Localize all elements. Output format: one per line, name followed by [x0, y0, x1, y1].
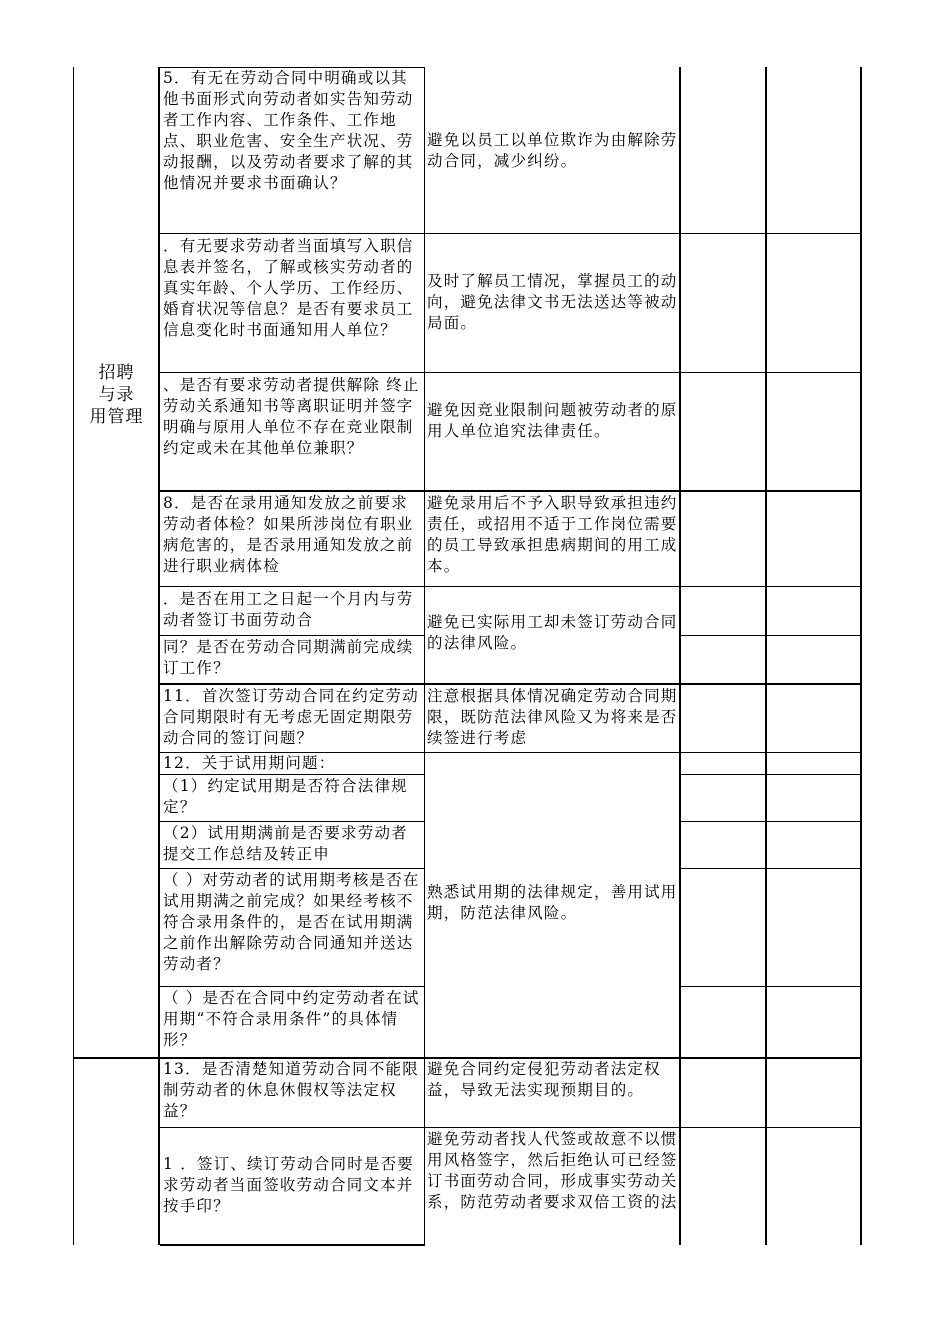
grid-hline: [160, 372, 862, 373]
grid-hline: [160, 233, 862, 234]
item-cell: （1）约定试用期是否符合法律规定？: [163, 777, 408, 816]
item-cell: ．有无要求劳动者当面填写入职信息表并签名，了解或核实劳动者的真实年龄、个人学历、工作经历、婚育状况等信息？是否有要求员工信息变化时书面通知用人单位？: [163, 237, 414, 339]
purpose-cell: 避免录用后不予入职导致承担违约责任，或招用不适于工作岗位需要的员工导致承担患病期间的用工成本。: [427, 494, 678, 575]
grid-hline: [160, 1244, 425, 1246]
grid-hline: [680, 986, 862, 987]
grid-hline: [680, 868, 862, 869]
grid-vline-category: [158, 67, 160, 1245]
grid-hline: [160, 986, 425, 987]
grid-hline: [160, 635, 425, 636]
grid-hline: [160, 821, 425, 822]
item-cell: 12．关于试用期问题：: [163, 754, 336, 772]
item-cell: 5．有无在劳动合同中明确或以其他书面形式向劳动者如实告知劳动者工作内容、工作条件、工作地点、职业危害、安全生产状况、劳动报酬，以及劳动者要求了解的其他情况并要求书面确认？: [163, 69, 414, 192]
grid-hline: [160, 868, 425, 869]
purpose-cell: 熟悉试用期的法律规定，善用试用期，防范法律风险。: [427, 883, 678, 922]
purpose-cell: 避免以员工以单位欺诈为由解除劳动合同，减少纠纷。: [427, 131, 678, 170]
category-label: 招聘 与录 用管理: [89, 363, 144, 427]
purpose-cell: 避免合同约定侵犯劳动者法定权益，导致无法实现预期目的。: [427, 1060, 661, 1099]
grid-vline-left: [73, 67, 74, 1245]
purpose-cell: 避免因竞业限制问题被劳动者的原用人单位追究法律责任。: [427, 401, 678, 440]
item-cell: 、是否有要求劳动者提供解除 终止劳动关系通知书等离职证明并签字明确与原用人单位不存在竞业限制约定或未在其他单位兼职？: [163, 376, 420, 457]
item-cell: 11．首次签订劳动合同在约定劳动合同期限时有无考虑无固定期限劳动合同的签订问题？: [163, 687, 419, 747]
item-cell: （ ）是否在合同中约定劳动者在试用期“不符合录用条件”的具体情形？: [163, 989, 420, 1049]
grid-vline-item: [424, 67, 425, 1245]
purpose-cell: 及时了解员工情况，掌握员工的动向，避免法律文书无法送达等被动局面。: [427, 272, 678, 332]
grid-hline: [160, 586, 862, 587]
item-cell: 8．是否在录用通知发放之前要求劳动者体检？如果所涉岗位有职业病危害的，是否录用通知发放之前进行职业病体检: [163, 494, 414, 575]
grid-hline: [680, 635, 862, 636]
item-cell: 同？是否在劳动合同期满前完成续订工作？: [163, 638, 414, 677]
item-cell: ．是否在用工之日起一个月内与劳动者签订书面劳动合: [163, 590, 414, 629]
grid-hline: [680, 821, 862, 822]
grid-vline-col4: [765, 67, 767, 1245]
item-cell: （2）试用期满前是否要求劳动者提交工作总结及转正申: [163, 824, 408, 863]
item-cell: 13．是否清楚知道劳动合同不能限制劳动者的休息休假权等法定权益？: [163, 1060, 419, 1120]
item-cell: 1 ．签订、续订劳动合同时是否要求劳动者当面签收劳动合同文本并按手印？: [163, 1155, 414, 1215]
grid-vline-right: [860, 67, 862, 1245]
item-cell: （ ）对劳动者的试用期考核是否在试用期满之前完成？如果经考核不符合录用条件的，是否在试用期满之前作出解除劳动合同通知并送达劳动者？: [163, 871, 420, 973]
grid-hline: [160, 683, 862, 685]
grid-hline: [160, 774, 425, 775]
purpose-cell: 避免劳动者找人代签或故意不以惯用风格签字，然后拒绝认可已经签订书面劳动合同，形成事实劳动关系，防范劳动者要求双倍工资的法: [427, 1130, 678, 1211]
grid-hline: [160, 1127, 862, 1128]
purpose-cell: 避免已实际用工却未签订劳动合同的法律风险。: [427, 613, 678, 652]
purpose-cell: 注意根据具体情况确定劳动合同期限，既防范法律风险又为将来是否续签进行考虑: [427, 687, 678, 747]
grid-hline: [680, 774, 862, 775]
grid-vline-purpose: [679, 67, 681, 1245]
